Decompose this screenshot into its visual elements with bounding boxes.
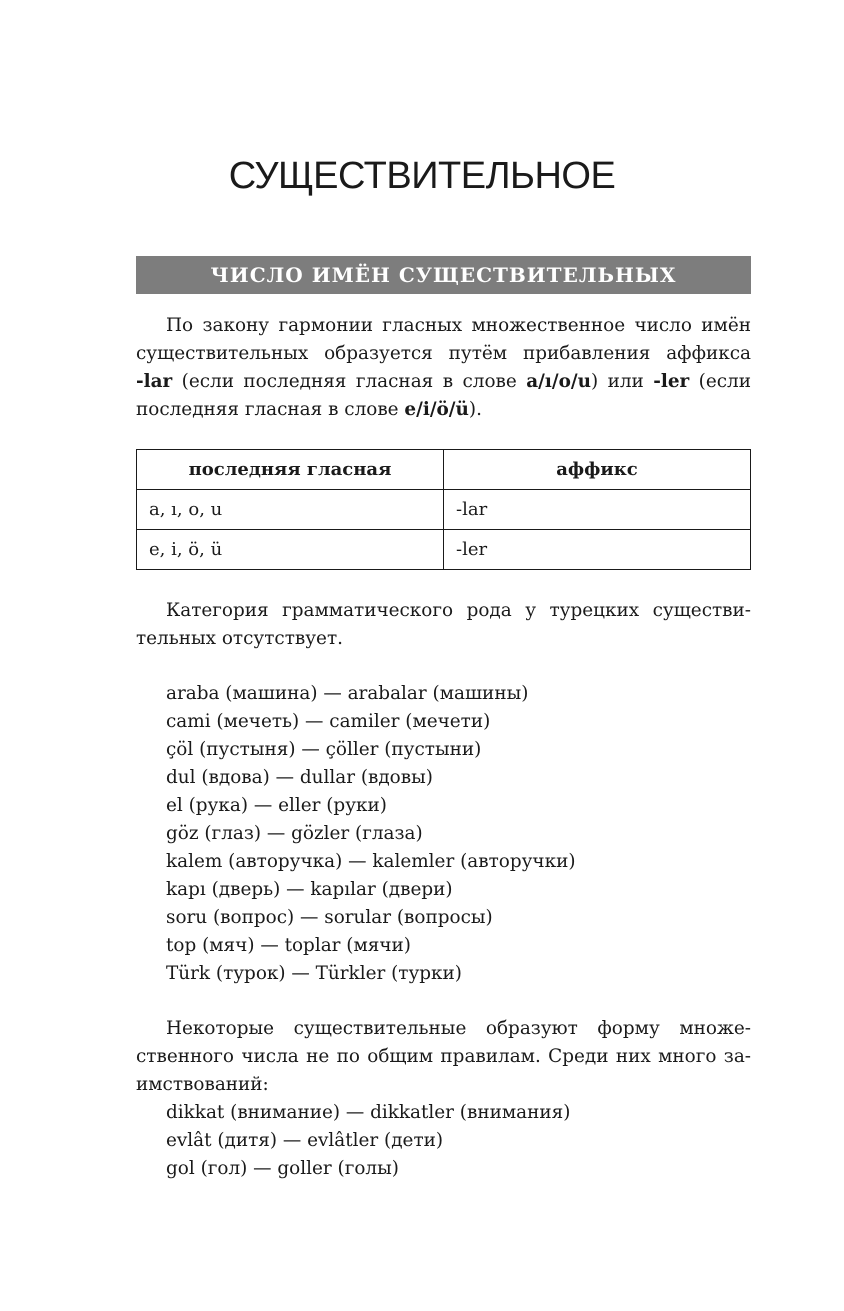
list-item: top (мяч) — toplar (мячи) [166,935,411,956]
list-item: dul (вдова) — dullar (вдовы) [166,767,433,788]
list-item: dikkat (внимание) — dikkatler (внимания) [166,1102,571,1123]
list-item: çöl (пустыня) — çöller (пустыни) [166,739,482,760]
intro-line-3-a: (если последняя гласная в слове [172,371,527,392]
page-title: СУЩЕСТВИТЕЛЬНОЕ [228,155,616,197]
list-item: soru (вопрос) — sorular (вопросы) [166,907,493,928]
list-item: evlât (дитя) — evlâtler (дети) [166,1130,444,1151]
table-row [137,490,751,530]
intro-line-4-b: ). [468,399,482,420]
list-item: gol (гол) — goller (голы) [166,1158,399,1179]
intro-line-1: По закону гармонии гласных множественное число имён [166,315,751,336]
table-header-vowel: последняя гласная [137,450,444,490]
table-cell-vowels: e, i, ö, ü [137,530,444,570]
gender-note-paragraph [136,597,751,653]
list-item: kapı (дверь) — kapılar (двери) [166,879,453,900]
intro-line-3-b: ) или [590,371,654,392]
intro-paragraph [136,312,751,424]
affix-lar: -lar [136,371,173,392]
plural-examples-list [166,680,766,988]
irregular-note-line-2: ственного числа не по общим правилам. Среди них много за- [136,1046,751,1067]
irregular-note-paragraph [136,1015,751,1099]
section-header: ЧИСЛО ИМЁН СУЩЕСТВИТЕЛЬНЫХ [136,256,751,294]
table-header-row [137,450,751,490]
list-item: cami (мечеть) — camiler (мечети) [166,711,491,732]
list-item: el (рука) — eller (руки) [166,795,387,816]
list-item: kalem (авторучка) — kalemler (авторучки) [166,851,576,872]
intro-line-4-a: последняя гласная в слове [136,399,405,420]
irregular-examples-list [166,1099,766,1183]
intro-line-3 [136,368,751,396]
irregular-note-line-3: имствований: [136,1074,269,1095]
affix-ler: -ler [653,371,690,392]
irregular-note-line-1: Некоторые существительные образуют форму множе- [166,1018,751,1039]
gender-note-line-1: Категория грамматического рода у турецких существи- [166,600,751,621]
back-vowels: a/ı/o/u [526,371,591,392]
intro-line-2: существительных образуется путём прибавления аффикса [136,343,751,364]
affix-table [136,449,751,570]
intro-line-4 [136,396,751,424]
table-cell-affix: -lar [444,490,751,530]
list-item: göz (глаз) — gözler (глаза) [166,823,423,844]
table-cell-vowels: a, ı, o, u [137,490,444,530]
intro-line-3-c: (если [689,371,751,392]
gender-note-line-2: тельных отсутствует. [136,628,343,649]
table-header-affix: аффикс [444,450,751,490]
front-vowels: e/i/ö/ü [404,399,469,420]
table-row [137,530,751,570]
table-cell-affix: -ler [444,530,751,570]
list-item: Türk (турок) — Türkler (турки) [166,963,462,984]
list-item: araba (машина) — arabalar (машины) [166,683,529,704]
